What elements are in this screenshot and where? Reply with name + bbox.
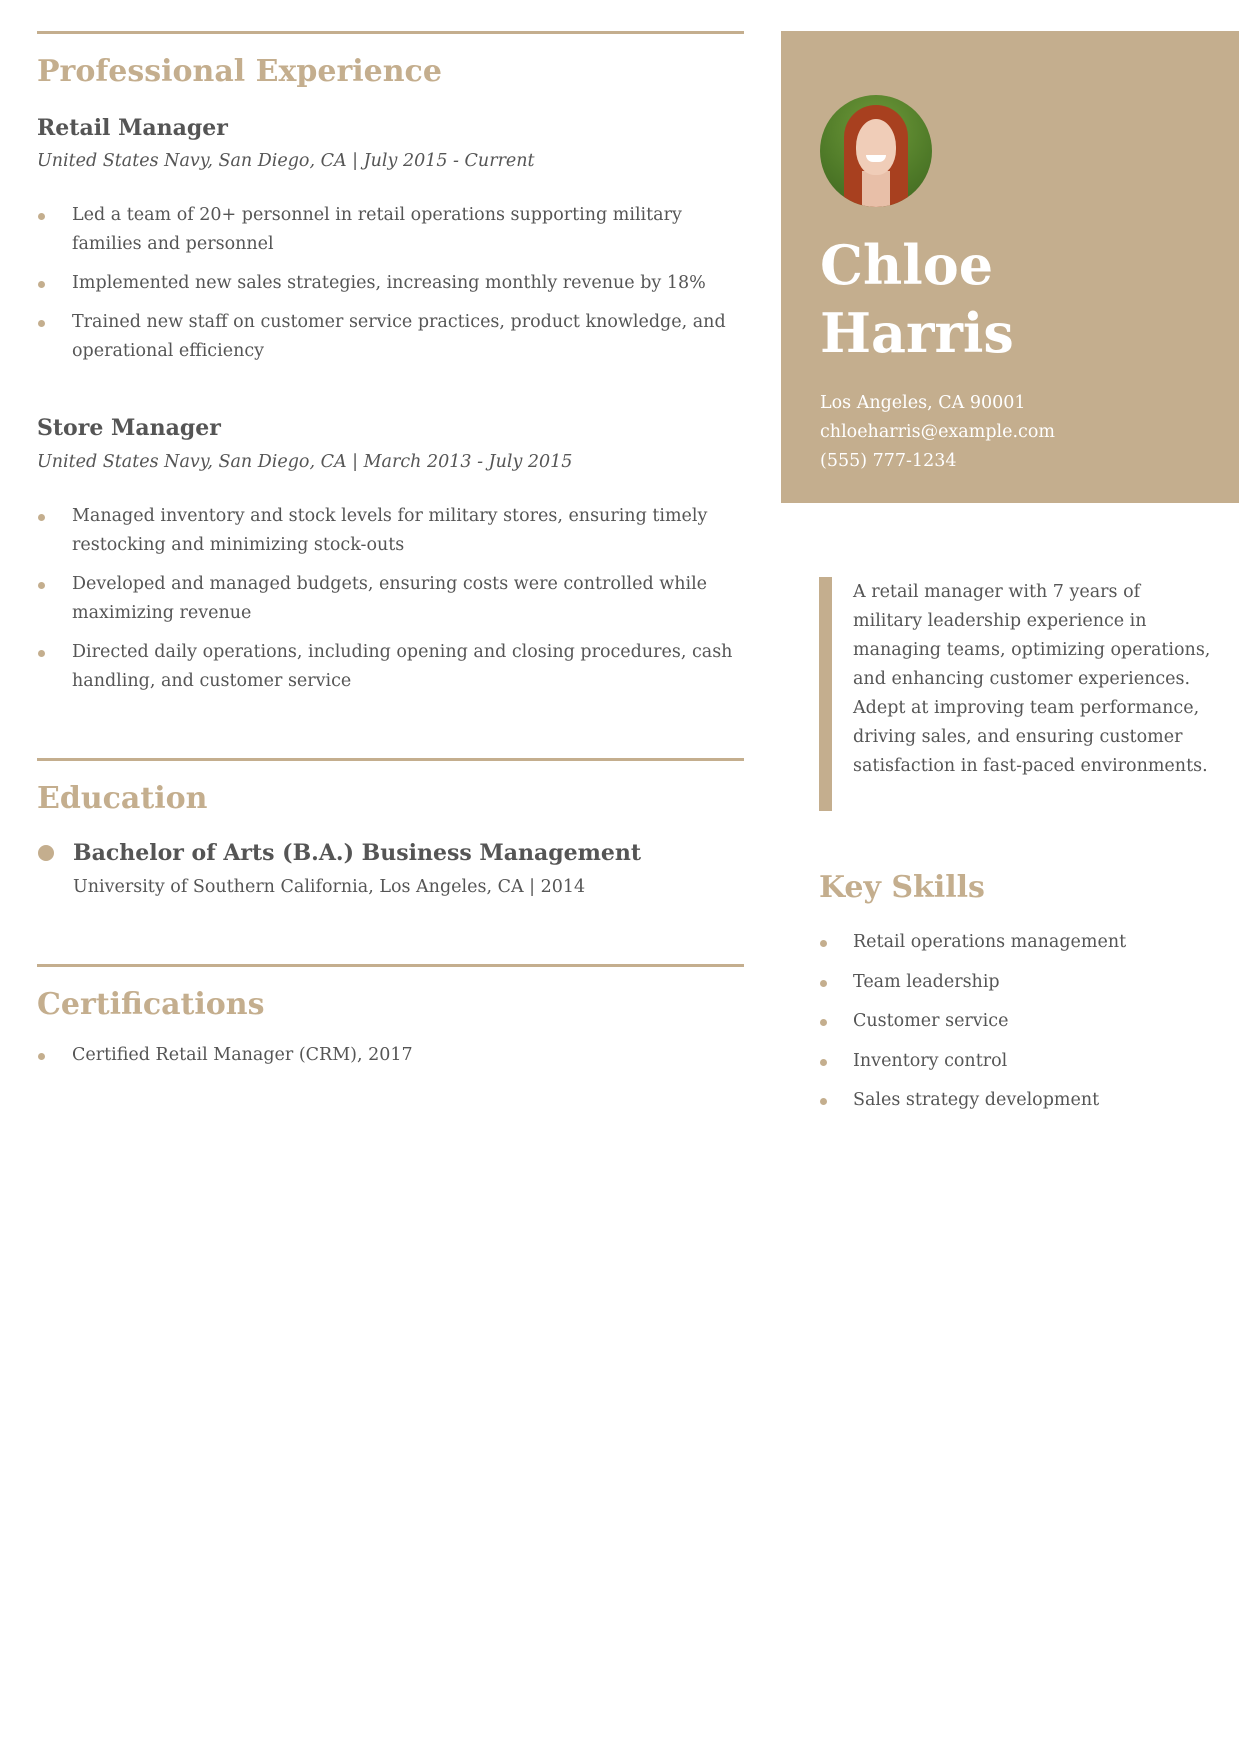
list-item [819, 968, 1219, 997]
bullet-text: Managed inventory and stock levels for military stores, ensuring timely restocking and minimizing stock-outs [72, 506, 708, 555]
education-degree: Bachelor of Arts (B.A.) Business Management [73, 840, 642, 866]
job-subtitle: United States Navy, San Diego, CA | March 2013 - July 2015 [37, 452, 573, 472]
candidate-name [820, 231, 1014, 367]
avatar [820, 95, 932, 207]
list-item [819, 1047, 1219, 1076]
section-divider [37, 758, 744, 761]
bullet-icon [38, 320, 45, 327]
skills-list [819, 928, 1219, 1126]
experience-heading: Professional Experience [37, 54, 442, 89]
bullet-icon [38, 650, 45, 657]
summary-text: A retail manager with 7 years of military leadership experience in managing teams, optimizing operations, and enhancing customer experiences. Adept at improving team performance, driving sales, and ensuring customer satisfaction in fast-paced environments. [853, 582, 1211, 776]
contact-info [820, 389, 1055, 476]
skill-text: Customer service [853, 1011, 1009, 1031]
job-title: Store Manager [37, 415, 221, 441]
section-divider [37, 31, 744, 34]
contact-location: Los Angeles, CA 90001 [820, 393, 1026, 413]
skill-text: Team leadership [853, 971, 1000, 992]
skill-text: Inventory control [853, 1050, 1008, 1071]
list-item [37, 570, 744, 628]
job-bullets [37, 502, 744, 706]
bullet-icon [38, 845, 54, 861]
summary-accent-bar [819, 577, 832, 811]
avatar-face [856, 119, 896, 175]
list-item [37, 502, 744, 560]
bullet-icon [38, 213, 45, 220]
bullet-icon [38, 582, 45, 589]
contact-phone[interactable]: (555) 777-1234 [820, 451, 957, 471]
list-item [37, 201, 744, 259]
list-item [37, 269, 744, 298]
bullet-icon [820, 1059, 827, 1066]
skill-text: Retail operations management [853, 932, 1127, 952]
contact-email[interactable]: chloeharris@example.com [820, 422, 1055, 442]
bullet-icon [820, 980, 827, 987]
list-item [819, 1086, 1219, 1115]
section-divider [37, 964, 744, 967]
certifications-list [37, 1041, 744, 1080]
bullet-text: Led a team of 20+ personnel in retail operations supporting military families and personnel [72, 205, 682, 254]
avatar-neck [862, 171, 890, 207]
education-school: University of Southern California, Los Angeles, CA | 2014 [73, 877, 586, 897]
list-item [819, 1007, 1219, 1036]
bullet-icon [820, 1098, 827, 1105]
bullet-icon [820, 940, 827, 947]
summary-block [819, 577, 1219, 811]
certifications-heading: Certifications [37, 987, 265, 1022]
bullet-text: Implemented new sales strategies, increasing monthly revenue by 18% [72, 273, 706, 293]
list-item [37, 1041, 744, 1070]
skills-heading: Key Skills [819, 870, 985, 905]
bullet-icon [38, 514, 45, 521]
skill-text: Sales strategy development [853, 1090, 1100, 1110]
bullet-icon [38, 1053, 45, 1060]
last-name: Harris [820, 301, 1014, 365]
bullet-text: Trained new staff on customer service practices, product knowledge, and operational efficiency [72, 312, 726, 361]
first-name: Chloe [820, 233, 994, 297]
profile-header-panel [781, 31, 1239, 503]
certification-text: Certified Retail Manager (CRM), 2017 [72, 1045, 413, 1065]
job-subtitle: United States Navy, San Diego, CA | July 2015 - Current [37, 151, 535, 171]
bullet-text: Developed and managed budgets, ensuring costs were controlled while maximizing revenue [72, 574, 708, 623]
list-item [37, 638, 744, 696]
job-bullets [37, 201, 744, 376]
list-item [37, 308, 744, 366]
bullet-icon [38, 281, 45, 288]
bullet-icon [820, 1019, 827, 1026]
education-heading: Education [37, 781, 208, 816]
list-item [819, 928, 1219, 957]
bullet-text: Directed daily operations, including opening and closing procedures, cash handling, and customer service [72, 642, 733, 691]
job-title: Retail Manager [37, 115, 228, 141]
